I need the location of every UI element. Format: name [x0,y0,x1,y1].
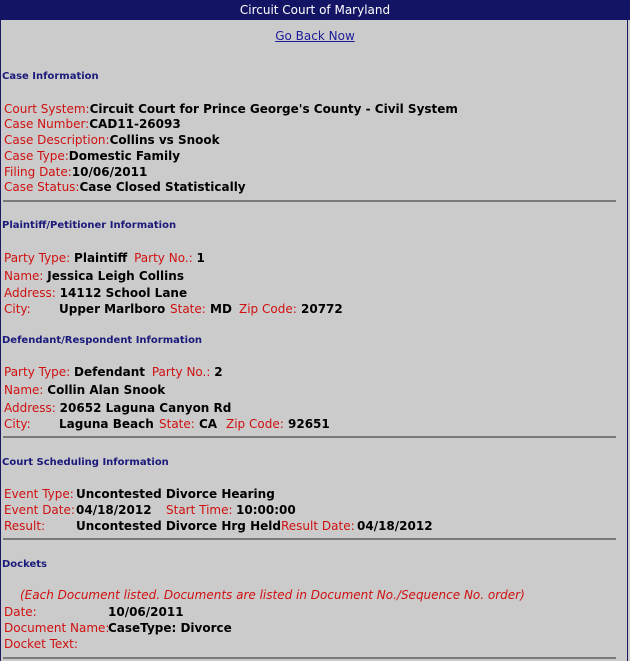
divider [3,200,616,202]
plaintiff-address-row [4,286,187,300]
zip-value: 92651 [288,417,330,431]
case-status-row [4,180,246,194]
start-time-label: Start Time: [166,503,233,517]
scheduling-heading: Court Scheduling Information [2,457,169,468]
dockets-note: (Each Document listed. Documents are listed in Document No./Sequence No. order) [20,588,525,602]
state-value: CA [199,417,218,431]
back-link-container [0,29,630,43]
divider [3,657,616,659]
party-no-value: 2 [214,365,223,379]
name-value: Jessica Leigh Collins [47,269,184,283]
city-label: City: [4,417,31,431]
address-label: Address: [4,401,56,415]
state-value: MD [210,302,232,316]
address-value: 14112 School Lane [59,286,188,300]
filing-date-row [4,165,147,179]
case-description-value: Collins vs Snook [109,133,220,147]
plaintiff-heading: Plaintiff/Petitioner Information [2,220,177,231]
docket-date-value: 10/06/2011 [108,605,184,619]
result-label: Result: [4,519,46,533]
court-system-row [4,102,458,116]
plaintiff-party-row [4,251,205,265]
divider [3,436,616,438]
case-number-row [4,117,181,131]
divider [3,538,616,540]
event-type-label: Event Type: [4,487,74,501]
party-no-value: 1 [196,251,205,265]
city-label: City: [4,302,31,316]
case-type-label: Case Type: [4,149,69,163]
result-value: Uncontested Divorce Hrg Held [76,519,281,533]
defendant-address-row [4,401,231,415]
defendant-name-row [4,383,165,397]
party-type-label: Party Type: [4,365,71,379]
city-value: Upper Marlboro [59,302,166,316]
city-value: Laguna Beach [59,417,154,431]
party-type-value: Plaintiff [74,251,128,265]
case-description-row [4,133,220,147]
document-name-value: CaseType: Divorce [108,621,232,635]
page-header [0,0,630,20]
case-info-heading: Case Information [2,71,99,82]
document-name-label: Document Name: [4,621,110,635]
party-no-label: Party No.: [134,251,193,265]
zip-value: 20772 [301,302,343,316]
case-status-label: Case Status: [4,180,80,194]
case-type-value: Domestic Family [68,149,181,163]
case-number-value: CAD11-26093 [89,117,181,131]
defendant-party-row [4,365,223,379]
plaintiff-name-row [4,269,184,283]
case-description-label: Case Description: [4,133,110,147]
result-date-label: Result Date: [281,519,355,533]
filing-date-value: 10/06/2011 [71,165,148,179]
address-value: 20652 Laguna Canyon Rd [59,401,232,415]
court-system-label: Court System: [4,102,90,116]
party-type-value: Defendant [74,365,146,379]
case-number-label: Case Number: [4,117,90,131]
name-label: Name: [4,383,44,397]
event-date-value: 04/18/2012 [76,503,152,517]
defendant-heading: Defendant/Respondent Information [2,335,203,346]
go-back-link[interactable]: Go Back Now [275,29,355,43]
party-type-label: Party Type: [4,251,71,265]
state-label: State: [170,302,206,316]
state-label: State: [159,417,195,431]
event-date-label: Event Date: [4,503,75,517]
party-no-label: Party No.: [151,365,211,379]
filing-date-label: Filing Date: [4,165,72,179]
name-label: Name: [4,269,44,283]
result-date-value: 04/18/2012 [357,519,433,533]
zip-label: Zip Code: [226,417,284,431]
case-type-row [4,149,180,163]
case-status-value: Case Closed Statistically [79,180,246,194]
address-label: Address: [4,286,56,300]
event-type-value: Uncontested Divorce Hearing [76,487,275,501]
dockets-heading: Dockets [2,559,47,570]
page-title: Circuit Court of Maryland [239,3,391,17]
docket-text-label: Docket Text: [4,637,78,651]
name-value: Collin Alan Snook [47,383,166,397]
docket-date-label: Date: [4,605,37,619]
zip-label: Zip Code: [239,302,297,316]
start-time-value: 10:00:00 [236,503,296,517]
court-system-value: Circuit Court for Prince George's County - Civil System [89,102,458,116]
